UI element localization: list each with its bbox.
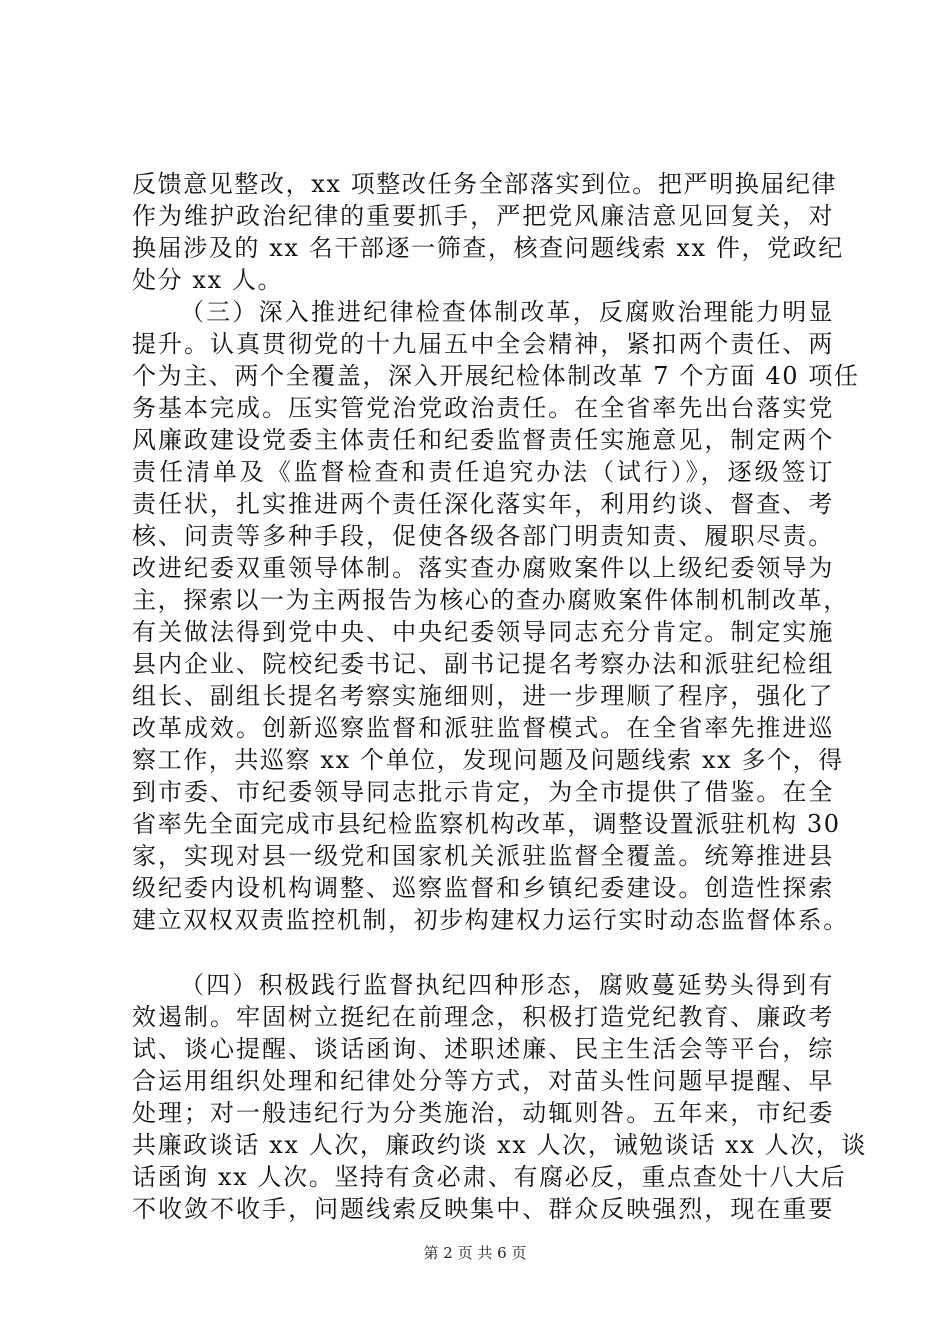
text-line: 效遏制。牢固树立挺纪在前理念，积极打造党纪教育、廉政考	[132, 1003, 834, 1031]
text-line: 级纪委内设机构调整、巡察监督和乡镇纪委建设。创造性探索	[132, 874, 834, 902]
text-line: 建立双权双责监控机制，初步构建权力运行实时动态监督体系。	[132, 906, 849, 934]
document-body	[132, 168, 867, 1225]
paragraph-continuation	[132, 168, 844, 296]
text-line: 责任状，扎实推进两个责任深化落实年，利用约谈、督查、考	[132, 490, 834, 518]
text-line: 改进纪委双重领导体制。落实查办腐败案件以上级纪委领导为	[132, 554, 834, 582]
text-line: 作为维护政治纪律的重要抓手，严把党风廉洁意见回复关，对	[132, 202, 834, 230]
text-line: 到市委、市纪委领导同志批示肯定，为全市提供了借鉴。在全	[132, 778, 834, 806]
text-line: 风廉政建设党委主体责任和纪委监督责任实施意见，制定两个	[132, 426, 834, 454]
text-line: （四）积极践行监督执纪四种形态，腐败蔓延势头得到有	[180, 971, 834, 999]
paragraph-section-3	[132, 296, 860, 936]
page-footer	[0, 1243, 950, 1263]
text-line: 务基本完成。压实管党治党政治责任。在全省率先出台落实党	[132, 394, 834, 422]
text-line: 改革成效。创新巡察监督和派驻监督模式。在全省率先推进巡	[132, 714, 834, 742]
text-line: 换届涉及的 xx 名干部逐一筛查，核查问题线索 xx 件，党政纪	[132, 234, 844, 262]
text-line: 个为主、两个全覆盖，深入开展纪检体制改革 7 个方面 40 项任	[132, 362, 860, 390]
page-number-label: 第 2 页 共 6 页	[423, 1244, 527, 1262]
paragraph-gap	[132, 936, 834, 969]
text-line: 主，探索以一为主两报告为核心的查办腐败案件体制机制改革，	[132, 586, 849, 614]
text-line: 责任清单及《监督检查和责任追究办法（试行）》，逐级签订	[132, 458, 834, 486]
text-line: 反馈意见整改，xx 项整改任务全部落实到位。把严明换届纪律	[132, 170, 838, 198]
text-line: 有关做法得到党中央、中央纪委领导同志充分肯定。制定实施	[132, 618, 834, 646]
text-line: 省率先全面完成市县纪检监察机构改革，调整设置派驻机构 30	[132, 810, 841, 838]
text-line: 核、问责等多种手段，促使各级各部门明责知责、履职尽责。	[132, 522, 834, 550]
text-line: （三）深入推进纪律检查体制改革，反腐败治理能力明显	[180, 298, 834, 326]
text-line: 察工作，共巡察 xx 个单位，发现问题及问题线索 xx 多个，得	[132, 746, 844, 774]
text-line: 提升。认真贯彻党的十九届五中全会精神，紧扣两个责任、两	[132, 330, 834, 358]
text-line: 合运用组织处理和纪律处分等方式，对苗头性问题早提醒、早	[132, 1067, 834, 1095]
text-line: 试、谈心提醒、谈话函询、述职述廉、民主生活会等平台，综	[132, 1035, 834, 1063]
text-line: 不收敛不收手，问题线索反映集中、群众反映强烈，现在重要	[132, 1195, 834, 1223]
text-line: 话函询 xx 人次。坚持有贪必肃、有腐必反，重点查处十八大后	[132, 1163, 847, 1191]
paragraph-section-4	[132, 969, 867, 1225]
text-line: 组长、副组长提名考察实施细则，进一步理顺了程序，强化了	[132, 682, 834, 710]
text-line: 处理；对一般违纪行为分类施治，动辄则咎。五年来，市纪委	[132, 1099, 834, 1127]
text-line: 共廉政谈话 xx 人次，廉政约谈 xx 人次，诫勉谈话 xx 人次，谈	[132, 1131, 867, 1159]
text-line: 处分 xx 人。	[132, 266, 284, 294]
text-line: 家，实现对县一级党和国家机关派驻监督全覆盖。统筹推进县	[132, 842, 834, 870]
text-line: 县内企业、院校纪委书记、副书记提名考察办法和派驻纪检组	[132, 650, 834, 678]
